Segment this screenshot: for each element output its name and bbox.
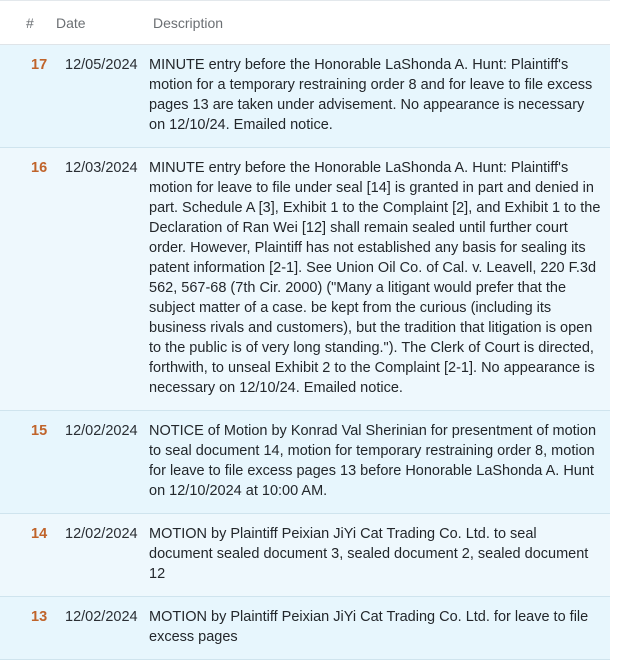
docket-entry-15 bbox=[0, 411, 610, 514]
entry-description: MINUTE entry before the Honorable LaShonda A. Hunt: Plaintiff's motion for a temporary restraining order 8 and for leave to file excess pages 13 are taken under advisement. No appearance is necessary on 12/10/24. Emailed notice. bbox=[149, 57, 593, 133]
docket-entry-13 bbox=[0, 597, 610, 660]
entry-number[interactable]: 16 bbox=[31, 160, 48, 176]
entry-number[interactable]: 14 bbox=[31, 526, 48, 542]
entry-date: 12/02/2024 bbox=[65, 526, 138, 542]
entry-date: 12/02/2024 bbox=[65, 609, 138, 625]
header-description: Description bbox=[153, 14, 224, 31]
entry-date: 12/03/2024 bbox=[65, 160, 138, 176]
entry-number[interactable]: 17 bbox=[31, 57, 48, 73]
entry-description: MOTION by Plaintiff Peixian JiYi Cat Trading Co. Ltd. to seal document sealed document 3, sealed document 2, sealed document 12 bbox=[149, 526, 589, 582]
docket-entry-17 bbox=[0, 45, 610, 148]
entry-number[interactable]: 13 bbox=[31, 609, 48, 625]
header-date: Date bbox=[56, 14, 86, 31]
docket-entry-14 bbox=[0, 514, 610, 597]
entry-description: MOTION by Plaintiff Peixian JiYi Cat Trading Co. Ltd. for leave to file excess pages bbox=[149, 609, 589, 645]
entry-description: MINUTE entry before the Honorable LaShonda A. Hunt: Plaintiff's motion for leave to file under seal [14] is granted in part and denied in part. Schedule A [3], Exhibit 1 to the Complaint [2], and Exhibit 1 to the Declaration of Ran Wei [12] shall remain sealed until further court order. However, Plaintiff has not established any basis for sealing its patent information [2-1]. See Union Oil Co. of Cal. v. Leavell, 220 F.3d 562, 567-68 (7th Cir. 2000) ("Many a litigant would prefer that the subject matter of a case. be kept from the curious (including its business rivals and customers), but the tradition that litigation is open to the public is of very long standing."). The Clerk of Court is directed, forthwith, to unseal Exhibit 2 to the Complaint [2-1]. No appearance is necessary on 12/10/24. Emailed notice. bbox=[149, 160, 601, 396]
docket-entry-16 bbox=[0, 148, 610, 411]
header-number: # bbox=[26, 14, 34, 31]
entry-date: 12/02/2024 bbox=[65, 423, 138, 439]
entry-number[interactable]: 15 bbox=[31, 423, 48, 439]
table-header bbox=[0, 1, 610, 45]
entry-date: 12/05/2024 bbox=[65, 57, 138, 73]
entry-description: NOTICE of Motion by Konrad Val Sherinian for presentment of motion to seal document 14, motion for temporary restraining order 8, motion for leave to file excess pages 13 before Honorable LaShonda A. Hunt on 12/10/2024 at 10:00 AM. bbox=[149, 423, 597, 499]
